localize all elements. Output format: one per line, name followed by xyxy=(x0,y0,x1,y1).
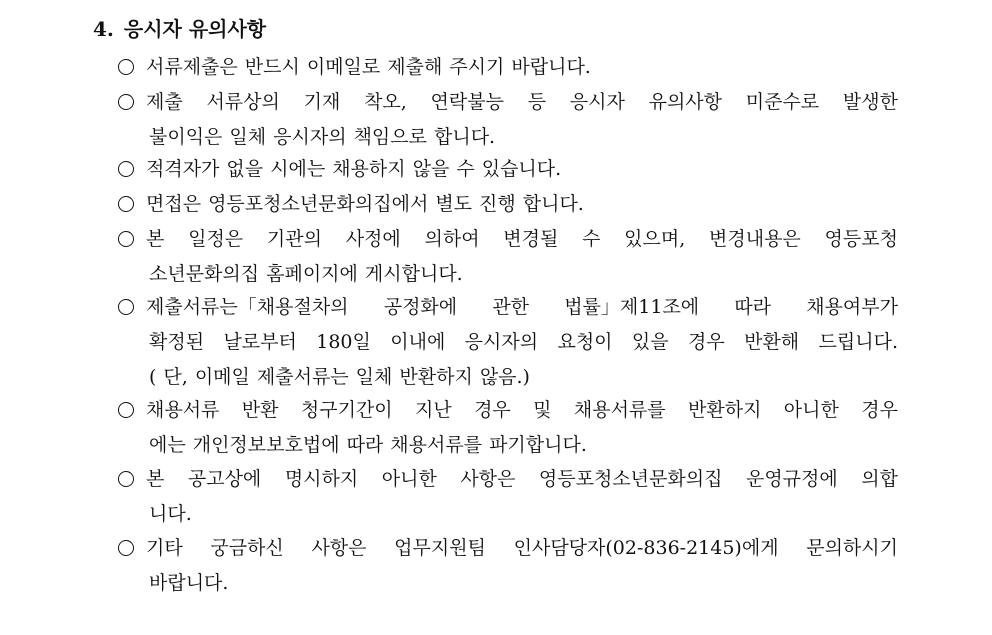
notice-line xyxy=(118,462,898,497)
notice-text: 서류제출은 반드시 이메일로 제출해 주시기 바랍니다. xyxy=(146,56,591,78)
notice-text: 기타 궁금하신 사항은 업무지원팀 인사담당자(02-836-2145)에게 문의하시기 xyxy=(146,537,898,559)
section-title: 응시자 유의사항 xyxy=(123,17,267,41)
notice-line: 니다. xyxy=(149,502,192,525)
notice-line xyxy=(118,531,898,566)
circle-bullet-icon xyxy=(118,471,134,487)
circle-bullet-icon xyxy=(118,299,134,315)
notice-line: 불이익은 일체 응시자의 책임으로 합니다. xyxy=(149,125,496,148)
notice-text: 면접은 영등포청소년문화의집에서 별도 진행 합니다. xyxy=(146,193,584,215)
notice-text: 본 일정은 기관의 사정에 의하여 변경될 수 있으며, 변경내용은 영등포청 xyxy=(146,228,898,250)
circle-bullet-icon xyxy=(118,540,134,556)
notice-line: 바랍니다. xyxy=(149,571,229,594)
circle-bullet-icon xyxy=(118,402,134,418)
notice-text: 제출서류는「채용절차의 공정화에 관한 법률」제11조에 따라 채용여부가 xyxy=(146,296,898,318)
notice-item xyxy=(118,531,898,601)
circle-bullet-icon xyxy=(118,196,134,212)
notice-text: 제출 서류상의 기재 착오, 연락불능 등 응시자 유의사항 미준수로 발생한 xyxy=(146,91,898,113)
notice-item xyxy=(118,50,898,85)
notice-line xyxy=(118,152,898,187)
notice-line xyxy=(118,290,898,325)
circle-bullet-icon xyxy=(118,231,134,247)
notice-text: 본 공고상에 명시하지 아니한 사항은 영등포청소년문화의집 운영규정에 의합 xyxy=(146,468,898,490)
notice-line: 확정된 날로부터 180일 이내에 응시자의 요청이 있을 경우 반환해 드립니다. xyxy=(149,330,898,353)
section-heading xyxy=(93,14,266,44)
notice-line xyxy=(118,222,898,257)
section-number: 4. xyxy=(93,17,114,41)
notice-item xyxy=(118,290,898,394)
notice-item xyxy=(118,462,898,532)
circle-bullet-icon xyxy=(118,94,134,110)
circle-bullet-icon xyxy=(118,59,134,75)
notice-line: ( 단, 이메일 제출서류는 일체 반환하지 않음.) xyxy=(149,365,530,388)
notice-text: 채용서류 반환 청구기간이 지난 경우 및 채용서류를 반환하지 아니한 경우 xyxy=(146,399,898,421)
notice-line xyxy=(118,85,898,120)
notice-item xyxy=(118,393,898,463)
notice-item xyxy=(118,85,898,155)
circle-bullet-icon xyxy=(118,161,134,177)
notice-line xyxy=(118,187,898,222)
notice-line xyxy=(118,393,898,428)
notice-line xyxy=(118,50,898,85)
notice-item xyxy=(118,187,898,222)
notice-text: 적격자가 없을 시에는 채용하지 않을 수 있습니다. xyxy=(146,158,562,180)
notice-item xyxy=(118,222,898,292)
notice-item xyxy=(118,152,898,187)
notice-line: 에는 개인정보보호법에 따라 채용서류를 파기합니다. xyxy=(149,433,587,456)
notice-line: 소년문화의집 홈페이지에 게시합니다. xyxy=(149,262,463,285)
